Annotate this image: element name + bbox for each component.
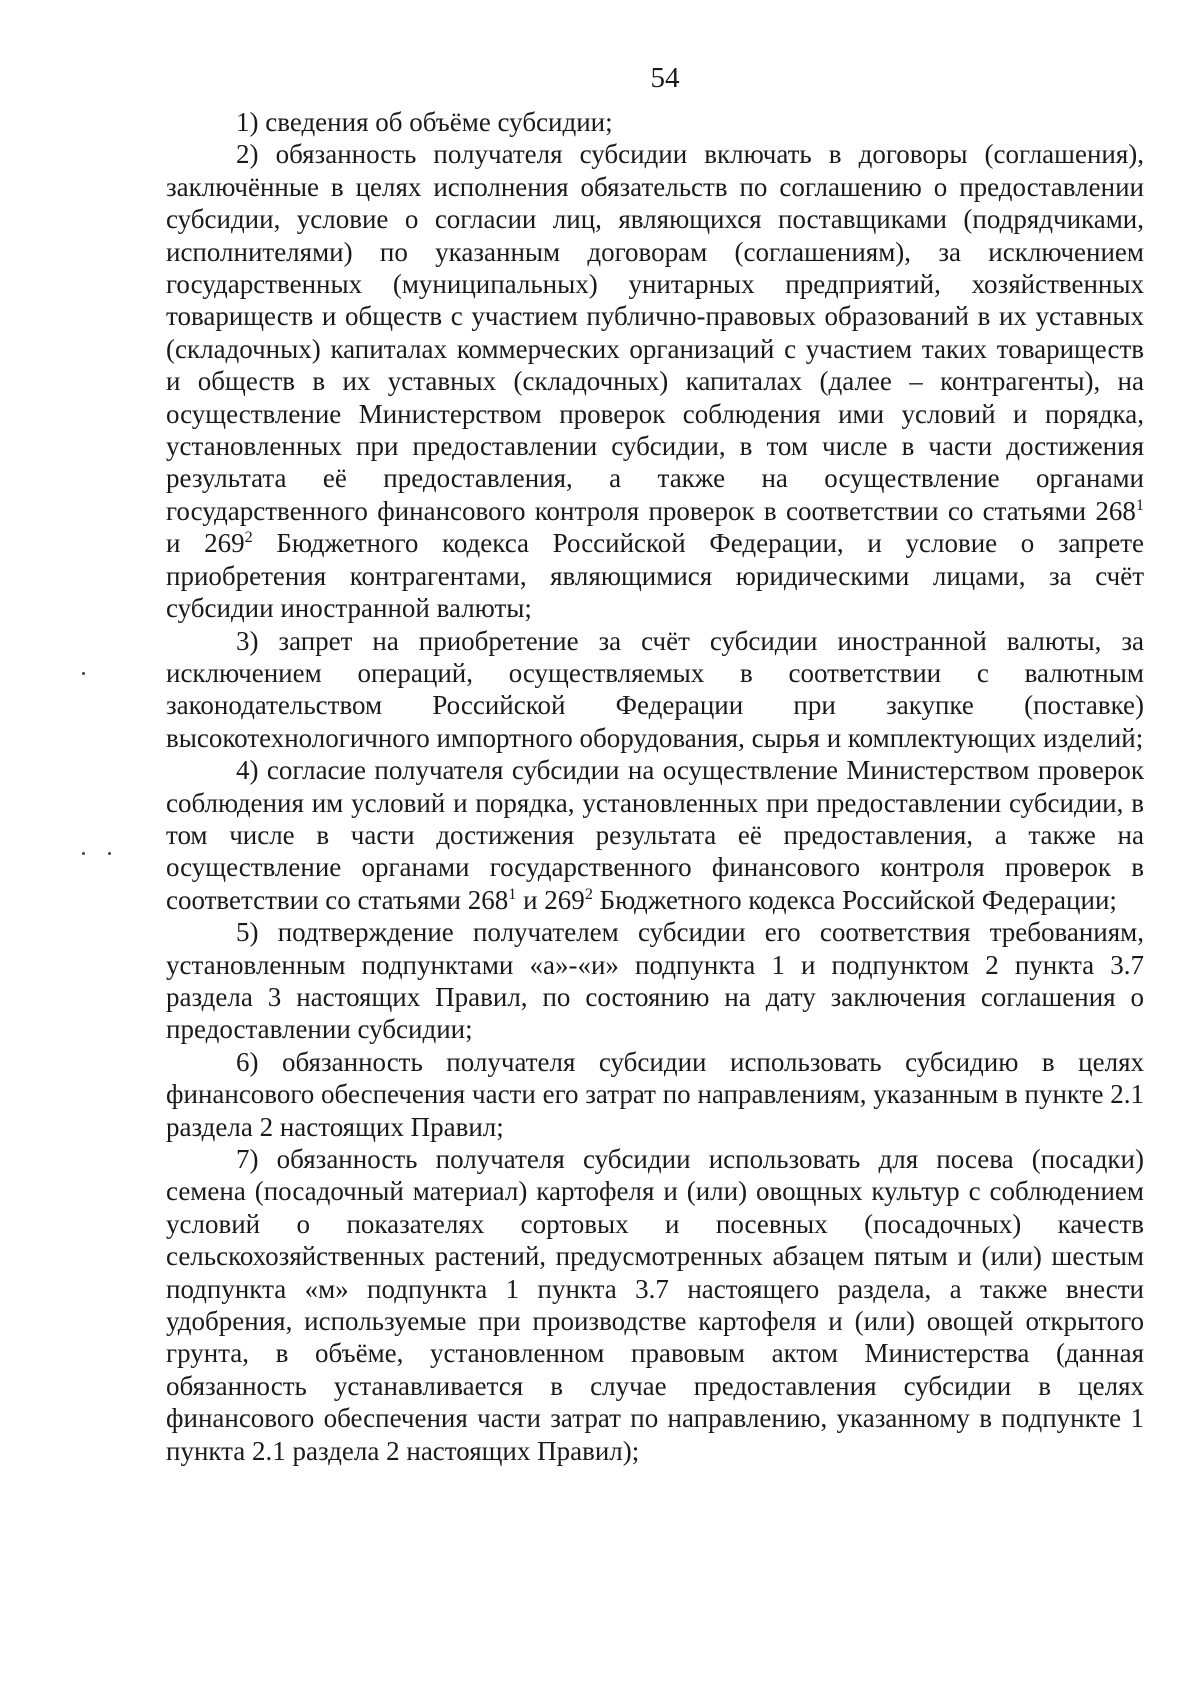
- article-268-superscript: 1: [508, 884, 517, 903]
- paragraph-6-text: 6) обязанность получателя субсидии использовать субсидию в целях финансового обеспечения части его затрат по направлениям, указанным в пункте 2.1 раздела 2 настоящих Правил;: [166, 1046, 1144, 1142]
- paragraph-6: [166, 1046, 1144, 1143]
- article-269-superscript: 2: [584, 884, 593, 903]
- article-269-ref: и 269: [166, 528, 245, 559]
- paragraph-1: [166, 106, 1144, 138]
- document-body: [166, 106, 1144, 1467]
- paragraph-2-text: 2) обязанность получателя субсидии включать в договоры (соглашения), заключённые в целях исполнения обязательств по соглашению о предоставлении субсидии, условие о согласии лиц, являющихся поставщиками (подрядчиками, исполнителями) по указанным договорам (соглашениям), за исключением государственных (муниципальных) унитарных предприятий, хозяйственных товариществ и обществ с участием публично-правовых образований в их уставных (складочных) капиталах коммерческих организаций с участием таких товариществ и обществ в их уставных (складочных) капиталах (далее – контрагенты), на осуществление Министерством проверок соблюдения ими условий и порядка, установленных при предоставлении субсидии, в том числе в части достижения результата её предоставления, а также на осуществление органами государственного финансового контроля проверок в соответствии со статьями: [166, 139, 1144, 526]
- paragraph-7: [166, 1143, 1144, 1467]
- article-268-ref: 268: [467, 884, 509, 915]
- article-269-superscript: 2: [244, 528, 253, 547]
- paragraph-1-text: 1) сведения об объёме субсидии;: [236, 107, 613, 137]
- article-268-superscript: 1: [1135, 495, 1144, 514]
- paragraph-5-text: 5) подтверждение получателем субсидии его соответствия требованиям, установленным подпунктами «а»-«и» подпункта 1 и подпунктом 2 пункта 3.7 раздела 3 настоящих Правил, по состоянию на дату заключения соглашения о предоставлении субсидии;: [166, 917, 1144, 1045]
- page-number: 54: [650, 62, 680, 94]
- article-269-ref: и 269: [516, 884, 585, 915]
- paragraph-2: [166, 138, 1144, 624]
- scan-speck: [82, 852, 85, 855]
- scan-speck: [82, 672, 85, 675]
- paragraph-5: [166, 916, 1144, 1046]
- article-268-ref: 268: [1095, 495, 1136, 526]
- paragraph-3-text: 3) запрет на приобретение за счёт субсидии иностранной валюты, за исключением операций, осуществляемых в соответствии с валютным законодательством Российской Федерации при закупке (поставке) высокотехнологичного импортного оборудования, сырья и комплектующих изделий;: [166, 625, 1144, 753]
- scan-speck: [108, 852, 111, 855]
- paragraph-3: [166, 625, 1144, 755]
- paragraph-4-tail: Бюджетного кодекса Российской Федерации;: [592, 884, 1117, 915]
- paragraph-7-text: 7) обязанность получателя субсидии использовать для посева (посадки) семена (посадочный материал) картофеля и (или) овощных культур с соблюдением условий о показателях сортовых и посевных (посадочных) качеств сельскохозяйственных растений, предусмотренных абзацем пятым и (или) шестым подпункта «м» подпункта 1 пункта 3.7 настоящего раздела, а также внести удобрения, используемые при производстве картофеля и (или) овощей открытого грунта, в объёме, установленном правовым актом Министерства (данная обязанность устанавливается в случае предоставления субсидии в целях финансового обеспечения части затрат по направлению, указанному в подпункте 1 пункта 2.1 раздела 2 настоящих Правил);: [166, 1144, 1144, 1466]
- paragraph-4: [166, 754, 1144, 916]
- paragraph-4-text: 4) согласие получателя субсидии на осуществление Министерством проверок соблюдения им условий и порядка, установленных при предоставлении субсидии, в том числе в части достижения результата её предоставления, а также на осуществление органами государственного финансового контроля проверок в соответствии со статьями: [166, 755, 1144, 915]
- paragraph-2-tail: Бюджетного кодекса Российской Федерации, и условие о запрете приобретения контрагентами, являющимися юридическими лицами, за счёт субсидии иностранной валюты;: [166, 528, 1144, 624]
